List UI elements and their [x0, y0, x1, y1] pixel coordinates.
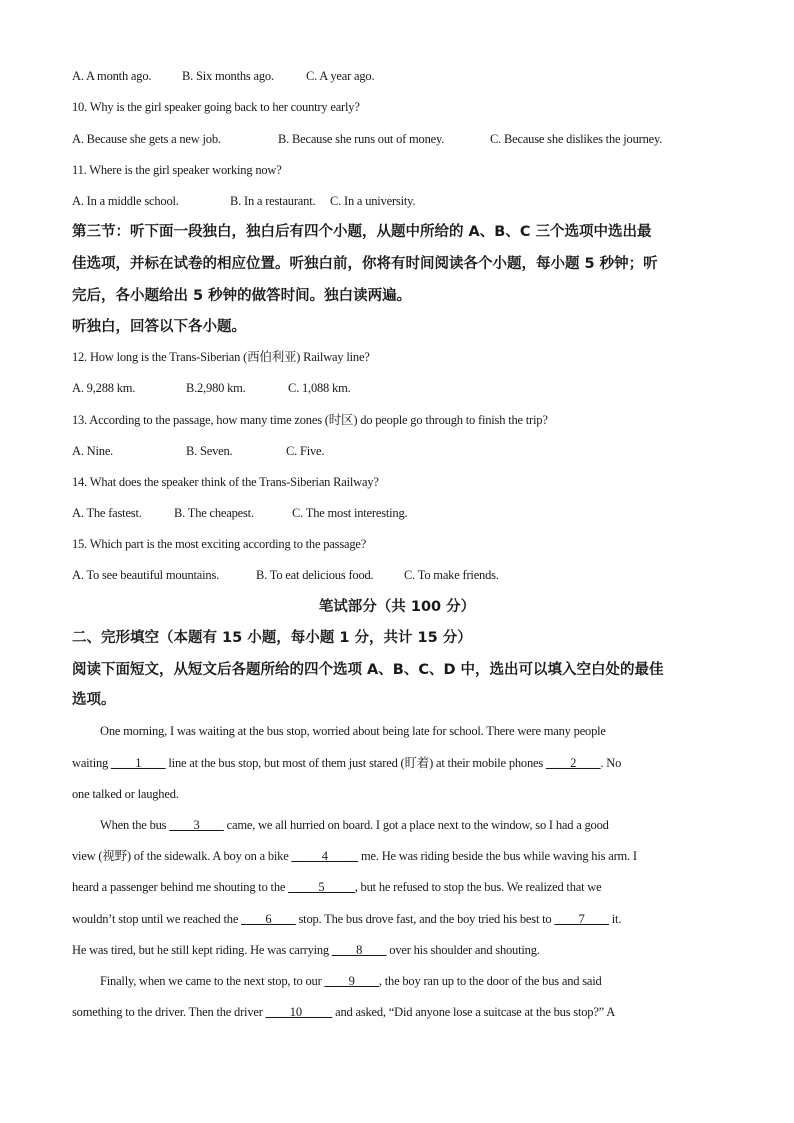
text: . No [600, 756, 622, 770]
q9-options [72, 68, 374, 84]
text: Finally, when we came to the next stop, to our [100, 974, 325, 988]
blank-7: ____7____ [554, 912, 609, 926]
cloze-instruction-line2: 选项。 [72, 692, 116, 708]
option-c: C. A year ago. [306, 69, 375, 83]
text: , the boy ran up to the door of the bus and said [378, 974, 602, 988]
text: waiting [72, 756, 112, 770]
q14-question: 14. What does the speaker think of the Trans-Siberian Railway? [72, 475, 379, 489]
option-a: A. To see beautiful mountains. [72, 568, 220, 582]
passage-line [72, 848, 637, 864]
text: wouldn’t stop until we reached the [72, 912, 242, 926]
blank-6: ____6____ [241, 912, 296, 926]
option-c: C. Because she dislikes the journey. [490, 132, 663, 146]
blank-1: ____1____ [111, 756, 166, 770]
passage-line [72, 879, 601, 895]
written-section-title: 笔试部分（共 100 分） [318, 599, 476, 615]
text: something to the driver. Then the driver [72, 1005, 266, 1019]
passage-line [100, 817, 609, 833]
q15-options [72, 567, 499, 583]
text: came, we all hurried on board. I got a place next to the window, so I had a good [223, 818, 609, 832]
passage-line [100, 973, 602, 989]
option-c: C. Five. [286, 444, 325, 458]
section3-instruction-line3: 完后，各小题给出 5 秒钟的做答时间。独白读两遍。 [72, 288, 412, 304]
blank-2: ____2____ [545, 756, 601, 770]
text: me. He was riding beside the bus while waving his arm. I [358, 849, 637, 863]
section3-instruction-line2: 佳选项，并标在试卷的相应位置。听独白前，你将有时间阅读各个小题，每小题 5 秒钟；听 [72, 256, 658, 272]
blank-4: _____4_____ [291, 849, 359, 863]
blank-9: ____9____ [324, 974, 379, 988]
text: heard a passenger behind me shouting to the [72, 880, 289, 894]
passage-line [72, 942, 540, 958]
section3-instruction-line4: 听独白，回答以下各小题。 [72, 319, 246, 335]
text: view (视野) of the sidewalk. A boy on a bike [72, 849, 292, 863]
option-a: A. A month ago. [72, 69, 152, 83]
option-c: C. 1,088 km. [288, 381, 351, 395]
section3-instruction-line1: 第三节：听下面一段独白，独白后有四个小题，从题中所给的 A、B、C 三个选项中选出最 [72, 224, 652, 240]
option-a: A. Nine. [72, 444, 114, 458]
option-b: B. In a restaurant. [230, 194, 316, 208]
q13-options [72, 443, 324, 459]
option-c: C. In a university. [330, 194, 416, 208]
blank-8: ____8____ [331, 943, 387, 957]
q15-question: 15. Which part is the most exciting according to the passage? [72, 537, 367, 551]
passage-line [72, 1004, 615, 1020]
blank-3: ____3____ [169, 818, 224, 832]
passage-line: one talked or laughed. [72, 787, 179, 801]
option-c: C. The most interesting. [292, 506, 408, 520]
option-b: B. Seven. [186, 444, 233, 458]
q10-options [72, 131, 662, 147]
cloze-instruction-line1: 阅读下面短文，从短文后各题所给的四个选项 A、B、C、D 中，选出可以填入空白处的最佳 [72, 662, 664, 678]
text: stop. The bus drove fast, and the boy tried his best to [295, 912, 555, 926]
option-b: B. Six months ago. [182, 69, 274, 83]
q11-question: 11. Where is the girl speaker working now? [72, 163, 282, 177]
option-c: C. To make friends. [404, 568, 499, 582]
q13-question: 13. According to the passage, how many time zones (时区) do people go through to finish the trip? [72, 413, 548, 427]
option-b: B. To eat delicious food. [256, 568, 374, 582]
text: , but he refused to stop the bus. We realized that we [354, 880, 602, 894]
passage-line [72, 755, 621, 771]
text: it. [608, 912, 622, 926]
text: When the bus [100, 818, 170, 832]
q10-question: 10. Why is the girl speaker going back to her country early? [72, 100, 360, 114]
q12-question: 12. How long is the Trans-Siberian (西伯利亚) Railway line? [72, 350, 370, 364]
option-b: B. Because she runs out of money. [278, 132, 445, 146]
cloze-heading: 二、完形填空（本题有 15 小题，每小题 1 分，共计 15 分） [72, 630, 472, 646]
option-a: A. The fastest. [72, 506, 142, 520]
option-a: A. Because she gets a new job. [72, 132, 221, 146]
text: over his shoulder and shouting. [386, 943, 540, 957]
q14-options [72, 505, 407, 521]
option-b: B. The cheapest. [174, 506, 254, 520]
text: line at the bus stop, but most of them just stared (盯着) at their mobile phones [165, 756, 546, 770]
blank-10: ____10_____ [265, 1005, 333, 1019]
blank-5: _____5_____ [288, 880, 355, 894]
passage-line: One morning, I was waiting at the bus stop, worried about being late for school. There were many people [100, 724, 606, 738]
text: and asked, “Did anyone lose a suitcase at the bus stop?” A [332, 1005, 616, 1019]
passage-line [72, 911, 621, 927]
option-a: A. In a middle school. [72, 194, 179, 208]
text: He was tired, but he still kept riding. He was carrying [72, 943, 332, 957]
q11-options [72, 193, 415, 209]
option-b: B.2,980 km. [186, 381, 246, 395]
option-a: A. 9,288 km. [72, 381, 136, 395]
q12-options [72, 380, 351, 396]
